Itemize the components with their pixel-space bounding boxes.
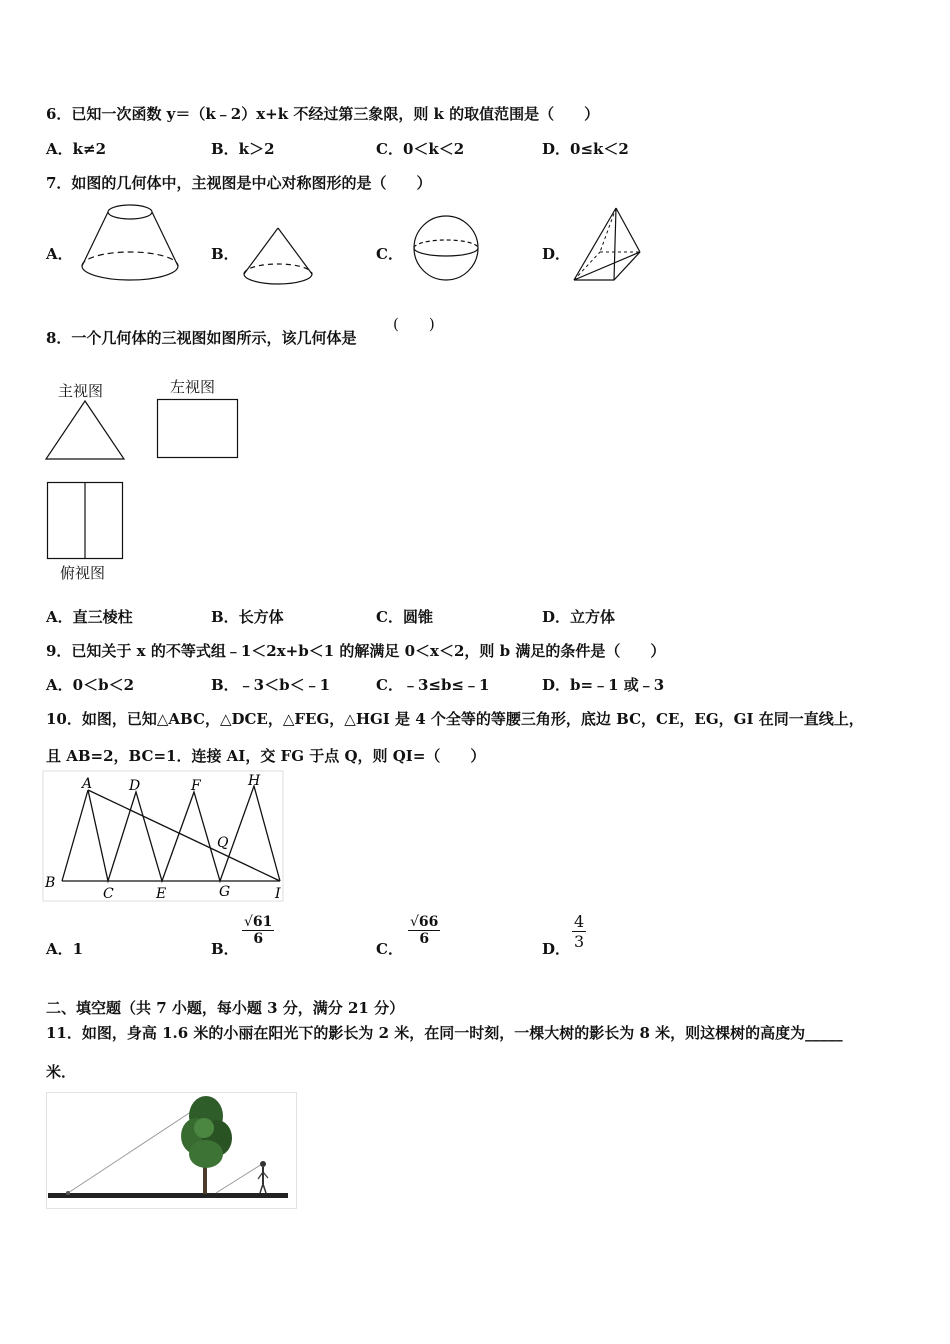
q9-option-a[interactable]: A．0＜b＜2 bbox=[46, 676, 135, 694]
q10-option-b-denominator: 6 bbox=[253, 931, 264, 947]
q10-option-a-value: 1 bbox=[72, 940, 84, 958]
section-2-heading: 二、填空题（共 7 小题，每小题 3 分，满分 21 分） bbox=[46, 999, 405, 1017]
q11-stem-line1: 11．如图，身高 1.6 米的小丽在阳光下的影长为 2 米，在同一时刻，一棵大树的影长为 8 米，则这棵树的高度为_____ bbox=[46, 1024, 843, 1042]
front-view-triangle bbox=[44, 398, 126, 462]
q6-stem: 6．已知一次函数 y＝（k﹣2）x+k 不经过第三象限，则 k 的取值范围是（ ） bbox=[46, 105, 600, 123]
point-f-label: F bbox=[191, 778, 201, 794]
point-b-label: B bbox=[45, 875, 56, 891]
sphere-figure bbox=[410, 212, 482, 284]
q10-option-d-letter[interactable]: D． bbox=[542, 940, 571, 958]
q9-stem: 9．已知关于 x 的不等式组﹣1＜2x+b＜1 的解满足 0＜x＜2，则 b 满足的条件是（ ） bbox=[46, 642, 666, 660]
q10-stem-line2: 且 AB=2，BC=1．连接 AI，交 FG 于点 Q，则 QI=（ ） bbox=[46, 747, 486, 765]
point-g-label: G bbox=[219, 884, 231, 900]
q10-option-d-numerator: 4 bbox=[574, 912, 585, 931]
front-view-label: 主视图 bbox=[58, 382, 104, 400]
point-d-label: D bbox=[129, 778, 141, 794]
q10-option-a[interactable] bbox=[46, 938, 83, 959]
q8-option-d[interactable]: D．立方体 bbox=[542, 608, 616, 626]
q8-stem: 8．一个几何体的三视图如图所示，该几何体是 bbox=[46, 329, 357, 347]
q6-option-b[interactable]: B．k＞2 bbox=[211, 140, 275, 158]
radical-sign: √ bbox=[244, 914, 253, 930]
q10-option-b-letter[interactable]: B． bbox=[211, 940, 239, 958]
q7-stem: 7．如图的几何体中，主视图是中心对称图形的是（ ） bbox=[46, 174, 432, 192]
q9-option-b[interactable]: B．﹣3＜b＜﹣1 bbox=[211, 676, 331, 694]
point-i-label: I bbox=[275, 886, 281, 902]
q8-option-c[interactable]: C．圆锥 bbox=[376, 608, 433, 626]
q9-option-d[interactable]: D．b=﹣1 或﹣3 bbox=[542, 676, 665, 694]
q10-stem-line1: 10．如图，已知△ABC，△DCE，△FEG，△HGI 是 4 个全等的等腰三角形，底边 BC，CE，EG，GI 在同一直线上， bbox=[46, 710, 864, 728]
point-a-label: A bbox=[82, 776, 93, 792]
point-e-label: E bbox=[156, 886, 167, 902]
q10-option-c-denominator: 6 bbox=[419, 931, 430, 947]
q10-option-a-letter: A． bbox=[46, 940, 73, 958]
q7-option-d[interactable]: D． bbox=[542, 245, 571, 263]
q11-stem-line2: 米． bbox=[46, 1063, 77, 1081]
q10-option-c-letter[interactable]: C． bbox=[376, 940, 403, 958]
cone-figure bbox=[240, 224, 316, 288]
q10-option-d-denominator: 3 bbox=[574, 932, 585, 951]
point-h-label: H bbox=[248, 773, 261, 789]
q10-option-b-radicand: 61 bbox=[252, 914, 273, 930]
point-c-label: C bbox=[103, 886, 114, 902]
q6-option-a[interactable]: A．k≠2 bbox=[46, 140, 107, 158]
q8-answer-paren: ( ) bbox=[393, 315, 435, 333]
q9-option-c[interactable]: C．﹣3≤b≤﹣1 bbox=[376, 676, 490, 694]
q11-tree-shadow-figure bbox=[46, 1092, 298, 1210]
point-q-label: Q bbox=[217, 835, 229, 851]
top-view-label: 俯视图 bbox=[60, 564, 106, 582]
q10-triangles-figure bbox=[42, 770, 292, 904]
frustum-figure bbox=[78, 200, 182, 290]
q8-option-b[interactable]: B．长方体 bbox=[211, 608, 284, 626]
radical-sign: √ bbox=[410, 914, 419, 930]
pyramid-figure bbox=[568, 204, 648, 284]
left-view-rectangle bbox=[156, 398, 240, 460]
q10-option-d-fraction bbox=[572, 912, 586, 951]
q7-option-b[interactable]: B． bbox=[211, 245, 239, 263]
q7-option-c[interactable]: C． bbox=[376, 245, 403, 263]
q6-option-d[interactable]: D．0≤k＜2 bbox=[542, 140, 629, 158]
q10-option-c-fraction bbox=[408, 914, 440, 947]
q7-option-a[interactable]: A． bbox=[46, 245, 73, 263]
top-view-rectangle bbox=[46, 481, 126, 561]
q10-option-b-fraction bbox=[242, 914, 274, 947]
left-view-label: 左视图 bbox=[170, 378, 216, 396]
q6-option-c[interactable]: C．0＜k＜2 bbox=[376, 140, 465, 158]
q8-option-a[interactable]: A．直三棱柱 bbox=[46, 608, 133, 626]
q10-option-c-radicand: 66 bbox=[418, 914, 439, 930]
